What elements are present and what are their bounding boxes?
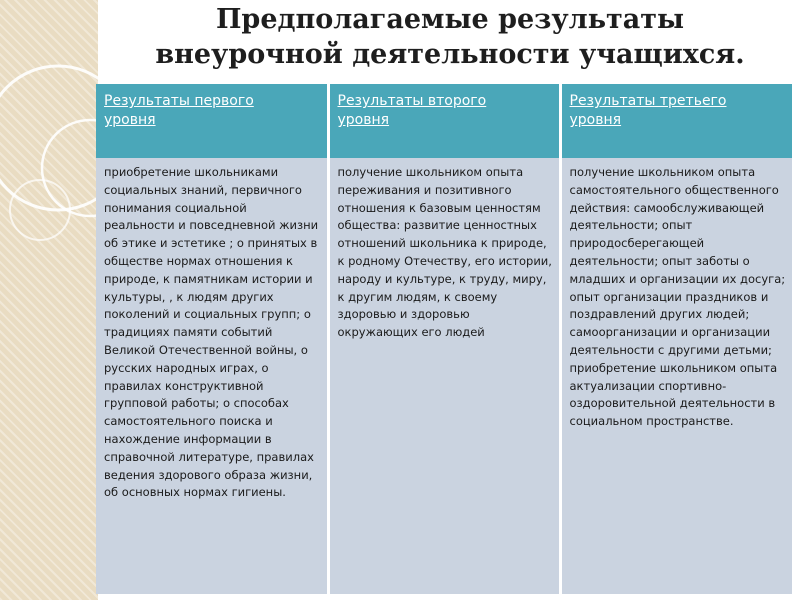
decorative-circles <box>0 0 98 600</box>
slide-title <box>120 2 780 72</box>
header-cell-level-3 <box>560 84 792 158</box>
header-label-level-1: Результаты первого уровня <box>104 93 254 128</box>
header-cell-level-1 <box>96 84 328 158</box>
deco-circle-large <box>0 66 98 210</box>
results-table <box>96 84 792 594</box>
cell-level-1-results: приобретение школьниками социальных знаний, первичного понимания социальной реальности и повседневной жизни об этике и эстетике ; о принятых в обществе нормах отношения к природе, к памятникам истории и культуры, , к людям других поколений и социальных групп; о традициях памяти событий Великой Отечественной войны, о русских народных играх, о правилах конструктивной групповой работы; о способах самостоятельного поиска и нахождение информации в справочной литературе, правилах ведения здорового образа жизни, об основных нормах гигиены. <box>96 158 328 594</box>
slide-title-line-1: Предполагаемые результаты <box>215 4 685 35</box>
decorative-side-panel <box>0 0 98 600</box>
header-label-level-2: Результаты второго уровня <box>337 93 487 128</box>
table-row <box>96 158 792 594</box>
header-cell-level-2 <box>328 84 560 158</box>
table-header-row <box>96 84 792 158</box>
slide-title-line-2: внеурочной деятельности учащихся. <box>155 39 745 70</box>
cell-level-3-results: получение школьником опыта самостоятельного общественного действия: самообслуживающей деятельности; опыт природосберегающей деятельности; опыт заботы о младших и организации их досуга; опыт организации праздников и поздравлений других людей; самоорганизации и организации деятельности с другими детьми; приобретение школьником опыта актуализации спортивно-оздоровительной деятельности в социальном пространстве. <box>560 158 792 594</box>
header-label-level-3: Результаты третьего уровня <box>569 93 727 128</box>
cell-level-2-results: получение школьником опыта переживания и позитивного отношения к базовым ценностям общества: развитие ценностных отношений школьника к природе, к родному Отечеству, его истории, народу и культуре, к труду, миру, к другим людям, к своему здоровью и здоровью окружающих его людей <box>328 158 560 594</box>
